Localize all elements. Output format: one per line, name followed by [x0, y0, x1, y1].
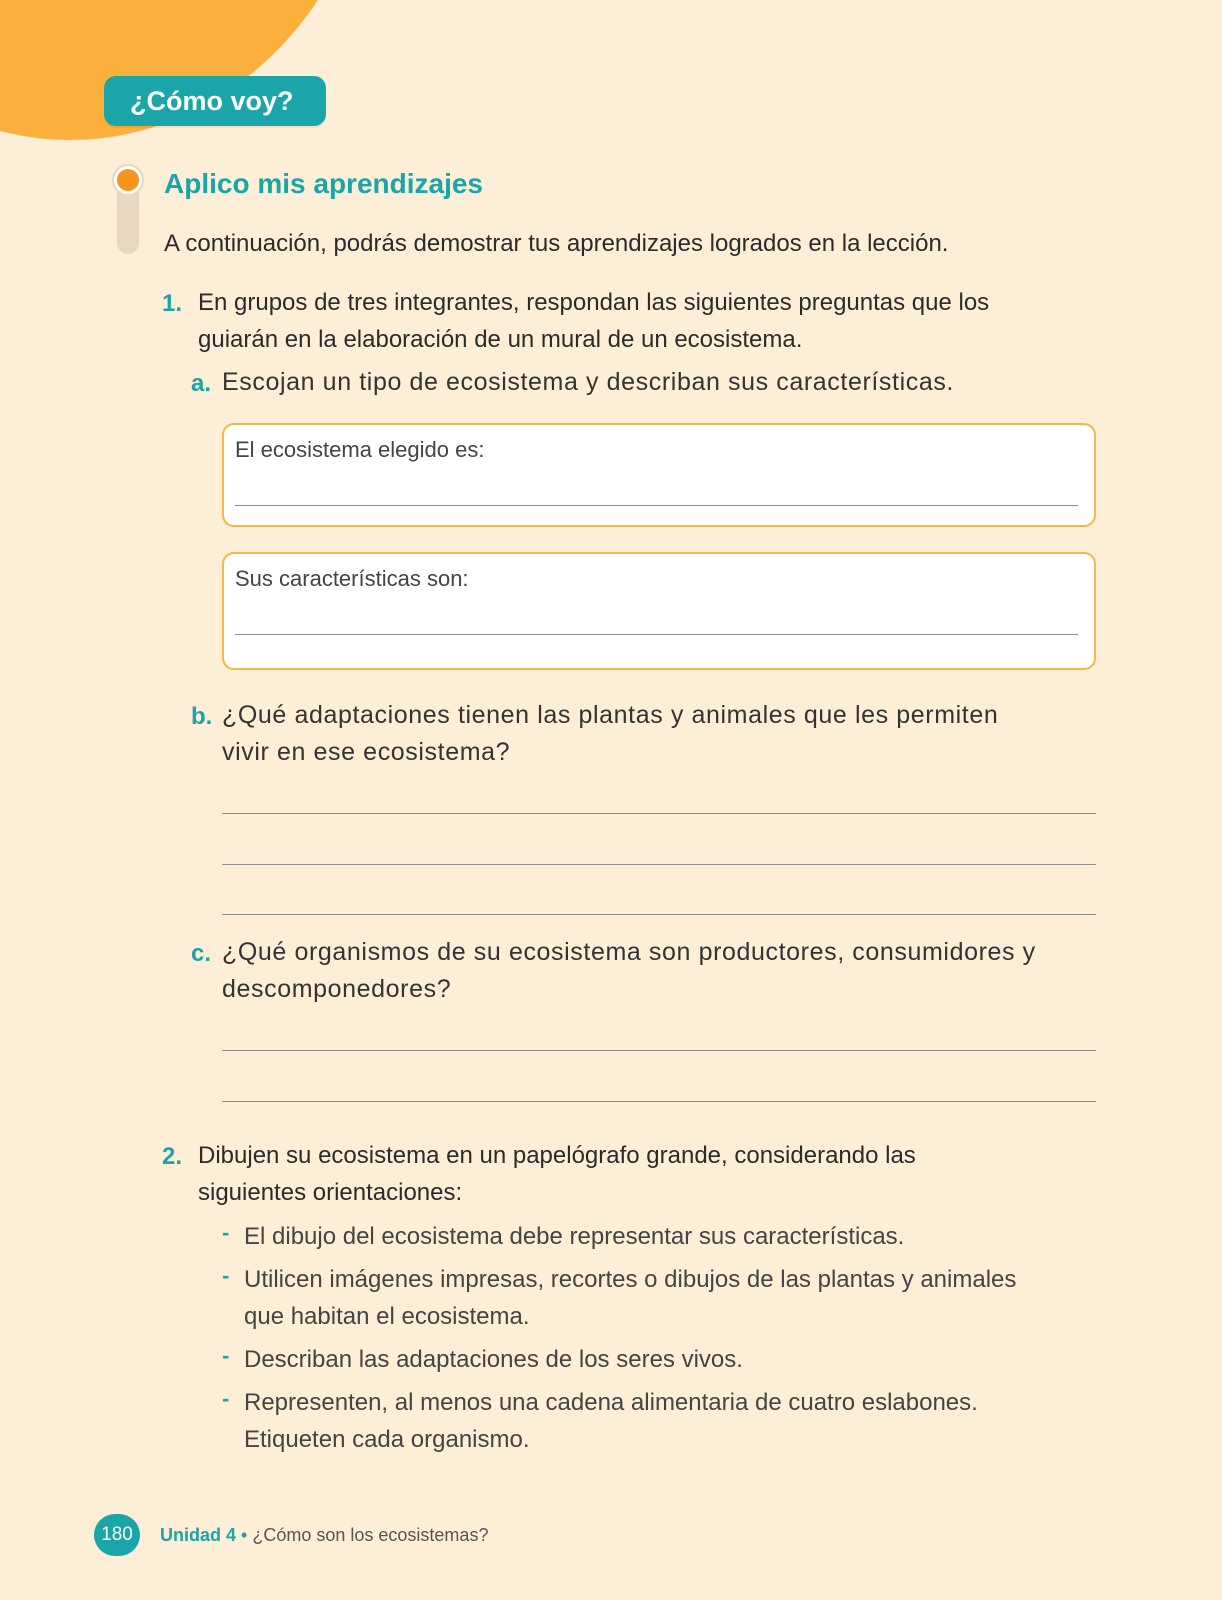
answer-line[interactable] [222, 864, 1096, 865]
footer-running-head [160, 1525, 488, 1546]
bullet-dash: - [222, 1386, 230, 1411]
bullet-2-line-1: Utilicen imágenes impresas, recortes o dibujos de las plantas y animales [244, 1266, 1017, 1293]
question-1b-line-2: vivir en ese ecosistema? [222, 738, 511, 766]
question-1a-letter: a. [191, 370, 212, 397]
pin-icon [112, 164, 146, 254]
question-1a-text: Escojan un tipo de ecosistema y describan sus características. [222, 368, 954, 396]
answer-line [235, 634, 1078, 635]
answer-line [235, 505, 1078, 506]
question-1-line-1: En grupos de tres integrantes, respondan las siguientes preguntas que los [198, 289, 990, 316]
question-2-line-1: Dibujen su ecosistema en un papelógrafo grande, considerando las [198, 1142, 916, 1169]
bullet-dash: - [222, 1220, 230, 1245]
intro-text: A continuación, podrás demostrar tus aprendizajes logrados en la lección. [164, 230, 949, 257]
answer-line[interactable] [222, 813, 1096, 814]
bullet-dash: - [222, 1343, 230, 1368]
question-1c-line-1: ¿Qué organismos de su ecosistema son productores, consumidores y [222, 938, 1036, 966]
answer-box-ecosystem-label: El ecosistema elegido es: [235, 437, 485, 462]
bullet-1-line-1: El dibujo del ecosistema debe representar sus características. [244, 1223, 905, 1250]
page-number: 180 [94, 1514, 140, 1556]
bullet-dash: - [222, 1263, 230, 1288]
bullet-4-line-2: Etiqueten cada organismo. [244, 1426, 530, 1453]
footer-unit: Unidad 4 [160, 1525, 237, 1545]
question-1b-line-1: ¿Qué adaptaciones tienen las plantas y animales que les permiten [222, 701, 999, 729]
question-1c-letter: c. [191, 940, 212, 967]
answer-line[interactable] [222, 914, 1096, 915]
bullet-4-line-1: Representen, al menos una cadena alimentaria de cuatro eslabones. [244, 1389, 978, 1416]
section-subtitle: Aplico mis aprendizajes [164, 168, 483, 199]
section-tag: ¿Cómo voy? [104, 76, 326, 126]
answer-box-characteristics-label: Sus características son: [235, 566, 469, 591]
question-1c-line-2: descomponedores? [222, 975, 452, 1003]
question-1-line-2: guiarán en la elaboración de un mural de un ecosistema. [198, 326, 803, 353]
question-2-line-2: siguientes orientaciones: [198, 1179, 463, 1206]
answer-line[interactable] [222, 1101, 1096, 1102]
answer-box-characteristics[interactable] [222, 552, 1096, 670]
answer-line[interactable] [222, 1050, 1096, 1051]
bullet-3-line-1: Describan las adaptaciones de los seres vivos. [244, 1346, 743, 1373]
question-2-number: 2. [162, 1143, 183, 1170]
bullet-2-line-2: que habitan el ecosistema. [244, 1303, 530, 1330]
footer-separator: • [241, 1525, 248, 1545]
question-1-number: 1. [162, 290, 183, 317]
question-1b-letter: b. [191, 703, 213, 730]
answer-box-ecosystem[interactable] [222, 423, 1096, 527]
footer-topic: ¿Cómo son los ecosistemas? [252, 1525, 489, 1545]
